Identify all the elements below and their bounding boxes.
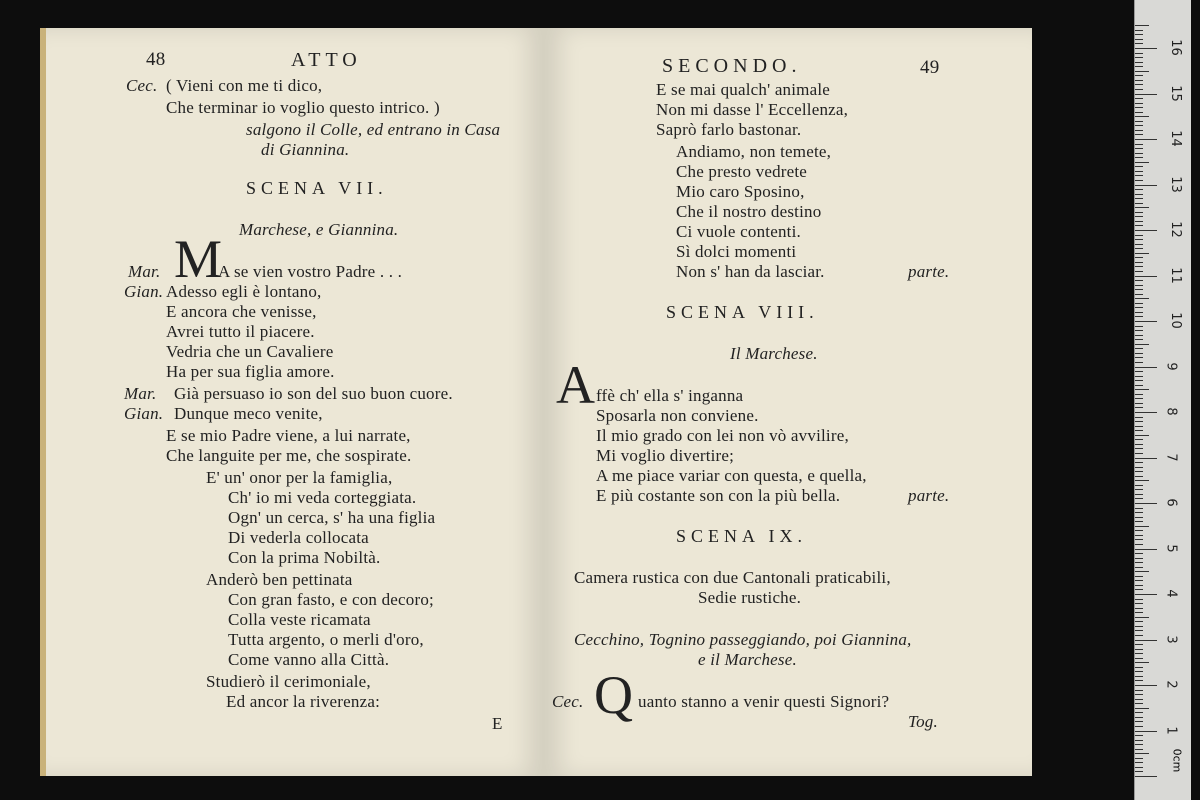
- ruler-tick: [1135, 671, 1143, 672]
- verse-line: A se vien vostro Padre . . .: [218, 262, 403, 281]
- ruler-tick: [1135, 225, 1143, 226]
- verse-line: Ci vuole contenti.: [676, 222, 801, 241]
- verse-line: Che presto vedrete: [676, 162, 808, 181]
- verse-line: Dunque meco venite,: [174, 404, 323, 423]
- ruler-tick: [1135, 285, 1143, 286]
- verse-line: Ha per sua figlia amore.: [166, 362, 335, 381]
- ruler-tick: [1135, 612, 1143, 613]
- ruler-tick: [1135, 103, 1143, 104]
- ruler-tick: [1135, 298, 1149, 299]
- ruler-tick: [1135, 485, 1143, 486]
- ruler-tick: [1135, 617, 1149, 618]
- ruler-number: 10: [1167, 312, 1183, 329]
- stage-direction: salgono il Colle, ed entrano in Casa: [246, 120, 501, 139]
- ruler-tick: [1135, 348, 1143, 349]
- ruler-tick: [1135, 599, 1143, 600]
- measurement-ruler: [1134, 0, 1191, 800]
- ruler-tick: [1135, 649, 1143, 650]
- verse-line: Ch' io mi veda corteggiata.: [228, 488, 417, 507]
- ruler-tick: [1135, 585, 1143, 586]
- ruler-tick: [1135, 462, 1143, 463]
- ruler-tick: [1135, 130, 1143, 131]
- ruler-tick: [1135, 53, 1143, 54]
- running-head: ATTO: [291, 49, 362, 71]
- ruler-tick: [1135, 403, 1143, 404]
- ruler-tick: [1135, 744, 1143, 745]
- verse-line: Di vederla collocata: [228, 528, 369, 547]
- ruler-tick: [1135, 362, 1143, 363]
- speaker-cec: Cec.: [552, 692, 584, 711]
- ruler-tick: [1135, 694, 1143, 695]
- ruler-tick: [1135, 630, 1143, 631]
- ruler-tick: [1135, 385, 1143, 386]
- ruler-tick: [1135, 116, 1149, 117]
- speaker-mar: Mar.: [128, 262, 161, 281]
- ruler-tick: [1135, 394, 1143, 395]
- verse-line: Vedria che un Cavaliere: [166, 342, 334, 361]
- ruler-tick: [1135, 71, 1149, 72]
- ruler-tick: [1135, 194, 1143, 195]
- verse-line: Ed ancor la riverenza:: [226, 692, 381, 711]
- verse-line: Non s' han da lasciar.: [676, 262, 825, 281]
- ruler-tick: [1135, 549, 1157, 550]
- ruler-tick: [1135, 480, 1149, 481]
- ruler-tick: [1135, 121, 1143, 122]
- ruler-tick: [1135, 80, 1143, 81]
- ruler-tick: [1135, 235, 1143, 236]
- scene-title: SCENA VII.: [246, 178, 388, 198]
- ruler-tick: [1135, 353, 1143, 354]
- ruler-tick: [1135, 517, 1143, 518]
- characters: Cecchino, Tognino passeggiando, poi Giannina,: [574, 630, 912, 649]
- ruler-tick: [1135, 767, 1143, 768]
- ruler-number: 14: [1167, 130, 1183, 147]
- ruler-tick: [1135, 326, 1143, 327]
- ruler-tick: [1135, 553, 1143, 554]
- ruler-tick: [1135, 544, 1143, 545]
- ruler-tick: [1135, 721, 1143, 722]
- ruler-tick: [1135, 48, 1157, 49]
- ruler-tick: [1135, 316, 1143, 317]
- exit-note: parte.: [908, 262, 950, 281]
- verse-line: Saprò farlo bastonar.: [656, 120, 802, 139]
- ruler-tick: [1135, 330, 1143, 331]
- ruler-tick: [1135, 125, 1143, 126]
- ruler-tick: [1135, 508, 1143, 509]
- ruler-tick: [1135, 66, 1143, 67]
- ruler-unit-label: 0cm: [1170, 748, 1184, 773]
- ruler-tick: [1135, 758, 1143, 759]
- verse-line: Mio caro Sposino,: [676, 182, 805, 201]
- ruler-number: 1: [1163, 725, 1179, 735]
- verse-line: E se mio Padre viene, a lui narrate,: [166, 426, 411, 445]
- ruler-tick: [1135, 398, 1143, 399]
- ruler-tick: [1135, 98, 1143, 99]
- ruler-tick: [1135, 239, 1143, 240]
- ruler-tick: [1135, 112, 1143, 113]
- verse-line: ( Vieni con me ti dico,: [166, 76, 323, 95]
- ruler-tick: [1135, 771, 1143, 772]
- ruler-tick: [1135, 626, 1143, 627]
- characters: Marchese, e Giannina.: [239, 220, 399, 239]
- ruler-tick: [1135, 244, 1143, 245]
- ruler-tick: [1135, 444, 1143, 445]
- ruler-number: 4: [1163, 589, 1179, 598]
- verse-line: Con gran fasto, e con decoro;: [228, 590, 434, 609]
- ruler-tick: [1135, 731, 1157, 732]
- ruler-tick: [1135, 344, 1149, 345]
- ruler-tick: [1135, 448, 1143, 449]
- ruler-tick: [1135, 276, 1157, 277]
- ruler-tick: [1135, 371, 1143, 372]
- ruler-tick: [1135, 521, 1143, 522]
- ruler-number: 8: [1163, 407, 1179, 416]
- ruler-tick: [1135, 248, 1143, 249]
- ruler-tick: [1135, 339, 1143, 340]
- ruler-tick: [1135, 439, 1143, 440]
- speaker-gian: Gian.: [124, 282, 164, 301]
- ruler-tick: [1135, 166, 1143, 167]
- verse-line: Mi voglio divertire;: [596, 446, 735, 465]
- ruler-tick: [1135, 62, 1143, 63]
- ruler-tick: [1135, 357, 1143, 358]
- ruler-tick: [1135, 175, 1143, 176]
- verse-line: Non mi dasse l' Eccellenza,: [656, 100, 849, 119]
- ruler-tick: [1135, 271, 1143, 272]
- ruler-tick: [1135, 253, 1149, 254]
- stage-direction: di Giannina.: [261, 140, 350, 159]
- ruler-tick: [1135, 635, 1143, 636]
- ruler-tick: [1135, 640, 1157, 641]
- verse-line: Che terminar io voglio questo intrico. ): [166, 98, 440, 117]
- ruler-tick: [1135, 84, 1143, 85]
- ruler-tick: [1135, 335, 1143, 336]
- catchword: Tog.: [908, 712, 938, 731]
- ruler-tick: [1135, 535, 1143, 536]
- ruler-tick: [1135, 185, 1157, 186]
- verse-line: Ogn' un cerca, s' ha una figlia: [228, 508, 436, 527]
- setting-line: Camera rustica con due Cantonali praticabili,: [574, 568, 891, 587]
- ruler-tick: [1135, 307, 1143, 308]
- speaker-gian: Gian.: [124, 404, 164, 423]
- ruler-tick: [1135, 453, 1143, 454]
- ruler-tick: [1135, 589, 1143, 590]
- scene-title: SCENA IX.: [676, 526, 808, 546]
- ruler-tick: [1135, 189, 1143, 190]
- drop-cap: A: [556, 355, 595, 415]
- ruler-tick: [1135, 512, 1143, 513]
- ruler-tick: [1135, 144, 1143, 145]
- ruler-tick: [1135, 94, 1157, 95]
- right-page: [542, 28, 1032, 776]
- verse-line: E ancora che venisse,: [166, 302, 317, 321]
- setting-line: Sedie rustiche.: [698, 588, 802, 607]
- page-number: 49: [920, 57, 940, 78]
- ruler-tick: [1135, 735, 1143, 736]
- ruler-tick: [1135, 367, 1157, 368]
- ruler-tick: [1135, 676, 1143, 677]
- ruler-tick: [1135, 421, 1143, 422]
- ruler-tick: [1135, 494, 1143, 495]
- ruler-tick: [1135, 603, 1143, 604]
- drop-cap: M: [174, 229, 223, 289]
- ruler-tick: [1135, 280, 1143, 281]
- ruler-tick: [1135, 157, 1143, 158]
- characters: Il Marchese.: [730, 344, 818, 363]
- ruler-tick: [1135, 34, 1143, 35]
- ruler-tick: [1135, 148, 1143, 149]
- ruler-tick: [1135, 776, 1157, 777]
- ruler-tick: [1135, 530, 1143, 531]
- verse-line: uanto stanno a venir questi Signori?: [638, 692, 890, 711]
- verse-line: A me piace variar con questa, e quella,: [596, 466, 867, 485]
- ruler-tick: [1135, 580, 1143, 581]
- left-page: [40, 28, 546, 776]
- ruler-tick: [1135, 43, 1143, 44]
- ruler-number: 7: [1163, 452, 1179, 462]
- ruler-tick: [1135, 458, 1157, 459]
- ruler-tick: [1135, 699, 1143, 700]
- ruler-tick: [1135, 153, 1143, 154]
- ruler-number: 3: [1163, 634, 1179, 644]
- verse-line: Sposarla non conviene.: [596, 406, 759, 425]
- ruler-tick: [1135, 107, 1143, 108]
- ruler-tick: [1135, 30, 1143, 31]
- ruler-tick: [1135, 567, 1143, 568]
- ruler-tick: [1135, 539, 1143, 540]
- ruler-tick: [1135, 417, 1143, 418]
- ruler-tick: [1135, 717, 1143, 718]
- ruler-number: 9: [1163, 361, 1179, 371]
- verse-line: E più costante son con la più bella.: [596, 486, 841, 505]
- ruler-number: 13: [1167, 175, 1183, 193]
- ruler-tick: [1135, 708, 1149, 709]
- ruler-tick: [1135, 376, 1143, 377]
- ruler-tick: [1135, 435, 1149, 436]
- verse-line: ffè ch' ella s' inganna: [596, 386, 744, 405]
- ruler-tick: [1135, 389, 1149, 390]
- ruler-tick: [1135, 198, 1143, 199]
- ruler-number: 16: [1167, 39, 1183, 56]
- verse-line: Come vanno alla Città.: [228, 650, 390, 669]
- ruler-tick: [1135, 503, 1157, 504]
- ruler-tick: [1135, 576, 1143, 577]
- ruler-tick: [1135, 571, 1149, 572]
- ruler-tick: [1135, 712, 1143, 713]
- verse-line: Che languite per me, che sospirate.: [166, 446, 412, 465]
- ruler-tick: [1135, 685, 1157, 686]
- catchword: E: [492, 714, 503, 733]
- ruler-tick: [1135, 312, 1143, 313]
- verse-line: Anderò ben pettinata: [206, 570, 353, 589]
- ruler-tick: [1135, 667, 1143, 668]
- ruler-tick: [1135, 207, 1149, 208]
- speaker-mar: Mar.: [124, 384, 157, 403]
- ruler-number: 15: [1167, 84, 1183, 102]
- verse-line: Tutta argento, o merli d'oro,: [228, 630, 424, 649]
- ruler-tick: [1135, 289, 1143, 290]
- ruler-tick: [1135, 57, 1143, 58]
- ruler-tick: [1135, 75, 1143, 76]
- verse-line: Colla veste ricamata: [228, 610, 371, 629]
- verse-line: Adesso egli è lontano,: [166, 282, 322, 301]
- ruler-tick: [1135, 294, 1143, 295]
- ruler-tick: [1135, 608, 1143, 609]
- verse-line: E' un' onor per la famiglia,: [206, 468, 393, 487]
- ruler-tick: [1135, 203, 1143, 204]
- ruler-tick: [1135, 740, 1143, 741]
- drop-cap: Q: [594, 665, 633, 725]
- ruler-tick: [1135, 426, 1143, 427]
- ruler-tick: [1135, 476, 1143, 477]
- ruler-tick: [1135, 321, 1157, 322]
- ruler-tick: [1135, 230, 1157, 231]
- ruler-tick: [1135, 726, 1143, 727]
- ruler-tick: [1135, 703, 1143, 704]
- ruler-number: 6: [1163, 498, 1179, 507]
- verse-line: Studierò il cerimoniale,: [206, 672, 371, 691]
- ruler-tick: [1135, 262, 1143, 263]
- ruler-tick: [1135, 762, 1143, 763]
- ruler-tick: [1135, 562, 1143, 563]
- ruler-tick: [1135, 212, 1143, 213]
- ruler-number: 2: [1163, 680, 1179, 689]
- ruler-tick: [1135, 594, 1157, 595]
- ruler-tick: [1135, 412, 1157, 413]
- ruler-tick: [1135, 180, 1143, 181]
- ruler-tick: [1135, 526, 1149, 527]
- ruler-tick: [1135, 558, 1143, 559]
- verse-line: Il mio grado con lei non vò avvilire,: [596, 426, 849, 445]
- ruler-tick: [1135, 753, 1149, 754]
- ruler-tick: [1135, 407, 1143, 408]
- scene-title: SCENA VIII.: [666, 302, 819, 322]
- verse-line: Che il nostro destino: [676, 202, 822, 221]
- ruler-tick: [1135, 171, 1143, 172]
- ruler-tick: [1135, 221, 1143, 222]
- ruler-number: 12: [1167, 221, 1183, 238]
- ruler-tick: [1135, 134, 1143, 135]
- characters: e il Marchese.: [698, 650, 797, 669]
- verse-line: E se mai qualch' animale: [656, 80, 831, 99]
- ruler-tick: [1135, 644, 1143, 645]
- ruler-tick: [1135, 498, 1143, 499]
- ruler-tick: [1135, 658, 1143, 659]
- page-number: 48: [146, 49, 166, 70]
- ruler-tick: [1135, 489, 1143, 490]
- ruler-tick: [1135, 380, 1143, 381]
- ruler-tick: [1135, 467, 1143, 468]
- ruler-tick: [1135, 303, 1143, 304]
- ruler-tick: [1135, 662, 1149, 663]
- ruler-number: 11: [1167, 266, 1183, 284]
- verse-line: Sì dolci momenti: [676, 242, 797, 261]
- speaker-cec: Cec.: [126, 76, 158, 95]
- ruler-tick: [1135, 216, 1143, 217]
- ruler-tick: [1135, 139, 1157, 140]
- ruler-tick: [1135, 749, 1143, 750]
- ruler-tick: [1135, 653, 1143, 654]
- ruler-tick: [1135, 621, 1143, 622]
- ruler-tick: [1135, 690, 1143, 691]
- ruler-tick: [1135, 680, 1143, 681]
- ruler-tick: [1135, 39, 1143, 40]
- ruler-tick: [1135, 25, 1149, 26]
- verse-line: Con la prima Nobiltà.: [228, 548, 381, 567]
- verse-line: Andiamo, non temete,: [676, 142, 832, 161]
- running-head: SECONDO.: [662, 55, 802, 77]
- ruler-tick: [1135, 471, 1143, 472]
- verse-line: Avrei tutto il piacere.: [166, 322, 315, 341]
- ruler-tick: [1135, 162, 1149, 163]
- ruler-number: 5: [1163, 543, 1179, 553]
- ruler-tick: [1135, 89, 1143, 90]
- ruler-tick: [1135, 257, 1143, 258]
- ruler-tick: [1135, 266, 1143, 267]
- exit-note: parte.: [908, 486, 950, 505]
- verse-line: Già persuaso io son del suo buon cuore.: [174, 384, 453, 403]
- ruler-tick: [1135, 430, 1143, 431]
